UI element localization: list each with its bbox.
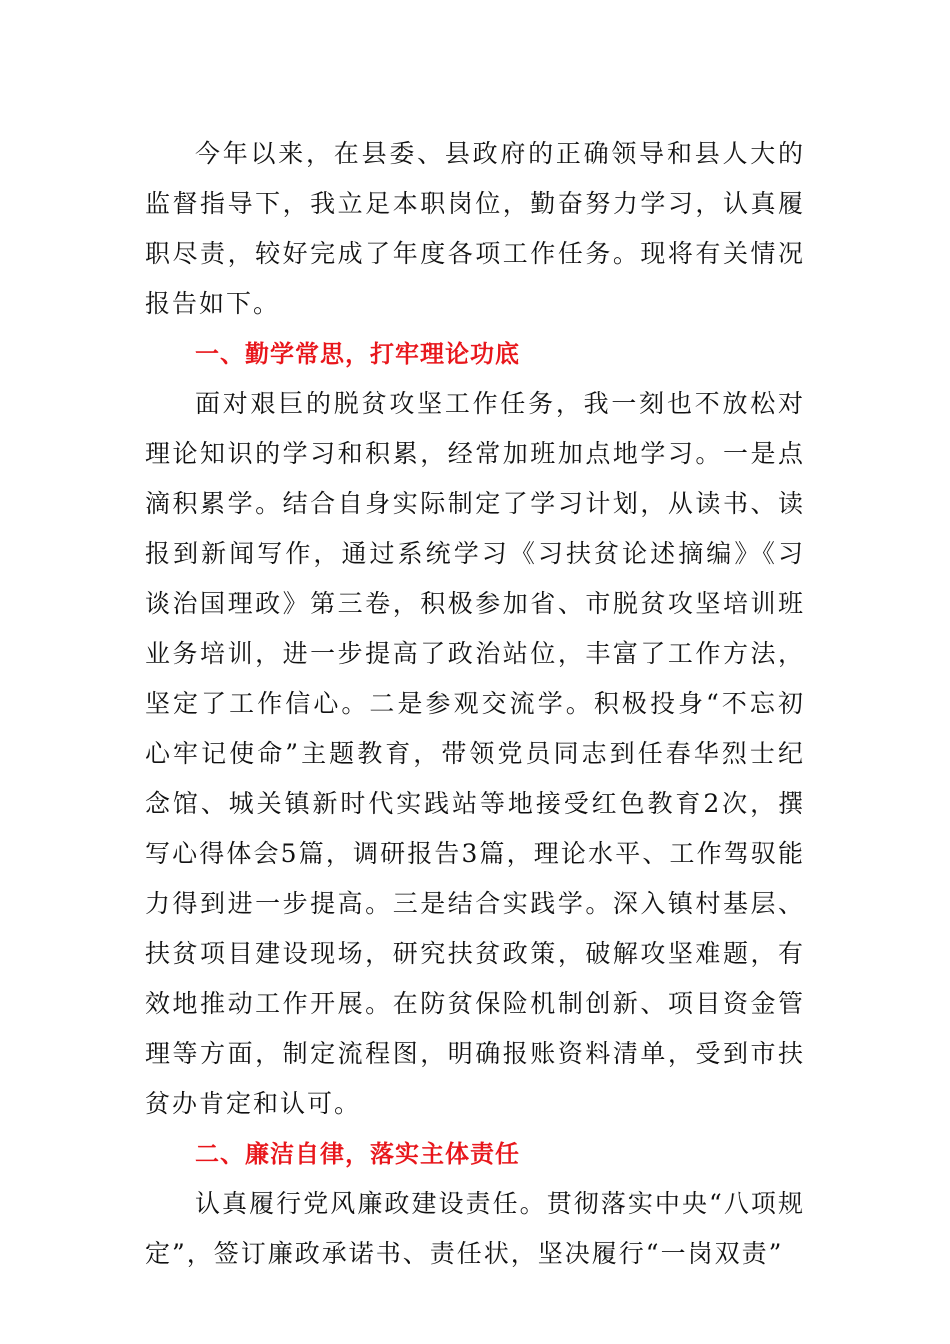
section-1-paragraph: 面对艰巨的脱贫攻坚工作任务，我一刻也不放松对理论知识的学习和积累，经常加班加点地学习。一是点滴积累学。结合自身实际制定了学习计划，从读书、读报到新闻写作，通过系统学习《习扶贫论述摘编》《习谈治国理政》第三卷，积极参加省、市脱贫攻坚培训班业务培训，进一步提高了政治站位，丰富了工作方法，坚定了工作信心。二是参观交流学。积极投身“不忘初心牢记使命”主题教育，带领党员同志到任春华烈士纪念馆、城关镇新时代实践站等地接受红色教育2次，撰写心得体会5篇，调研报告3篇，理论水平、工作驾驭能力得到进一步提高。三是结合实践学。深入镇村基层、扶贫项目建设现场，研究扶贫政策，破解攻坚难题，有效地推动工作开展。在防贫保险机制创新、项目资金管理等方面，制定流程图，明确报账资料清单，受到市扶贫办肯定和认可。 bbox=[145, 389, 805, 1118]
document-body bbox=[145, 129, 805, 1279]
section-1-heading: 一、勤学常思，打牢理论功底 bbox=[195, 340, 520, 368]
section-2-paragraph: 认真履行党风廉政建设责任。贯彻落实中央“八项规定”，签订廉政承诺书、责任状，坚决履行“一岗双责” bbox=[145, 1189, 805, 1268]
section-2-heading: 二、廉洁自律，落实主体责任 bbox=[195, 1140, 520, 1168]
intro-paragraph: 今年以来，在县委、县政府的正确领导和县人大的监督指导下，我立足本职岗位，勤奋努力学习，认真履职尽责，较好完成了年度各项工作任务。现将有关情况报告如下。 bbox=[145, 139, 805, 318]
